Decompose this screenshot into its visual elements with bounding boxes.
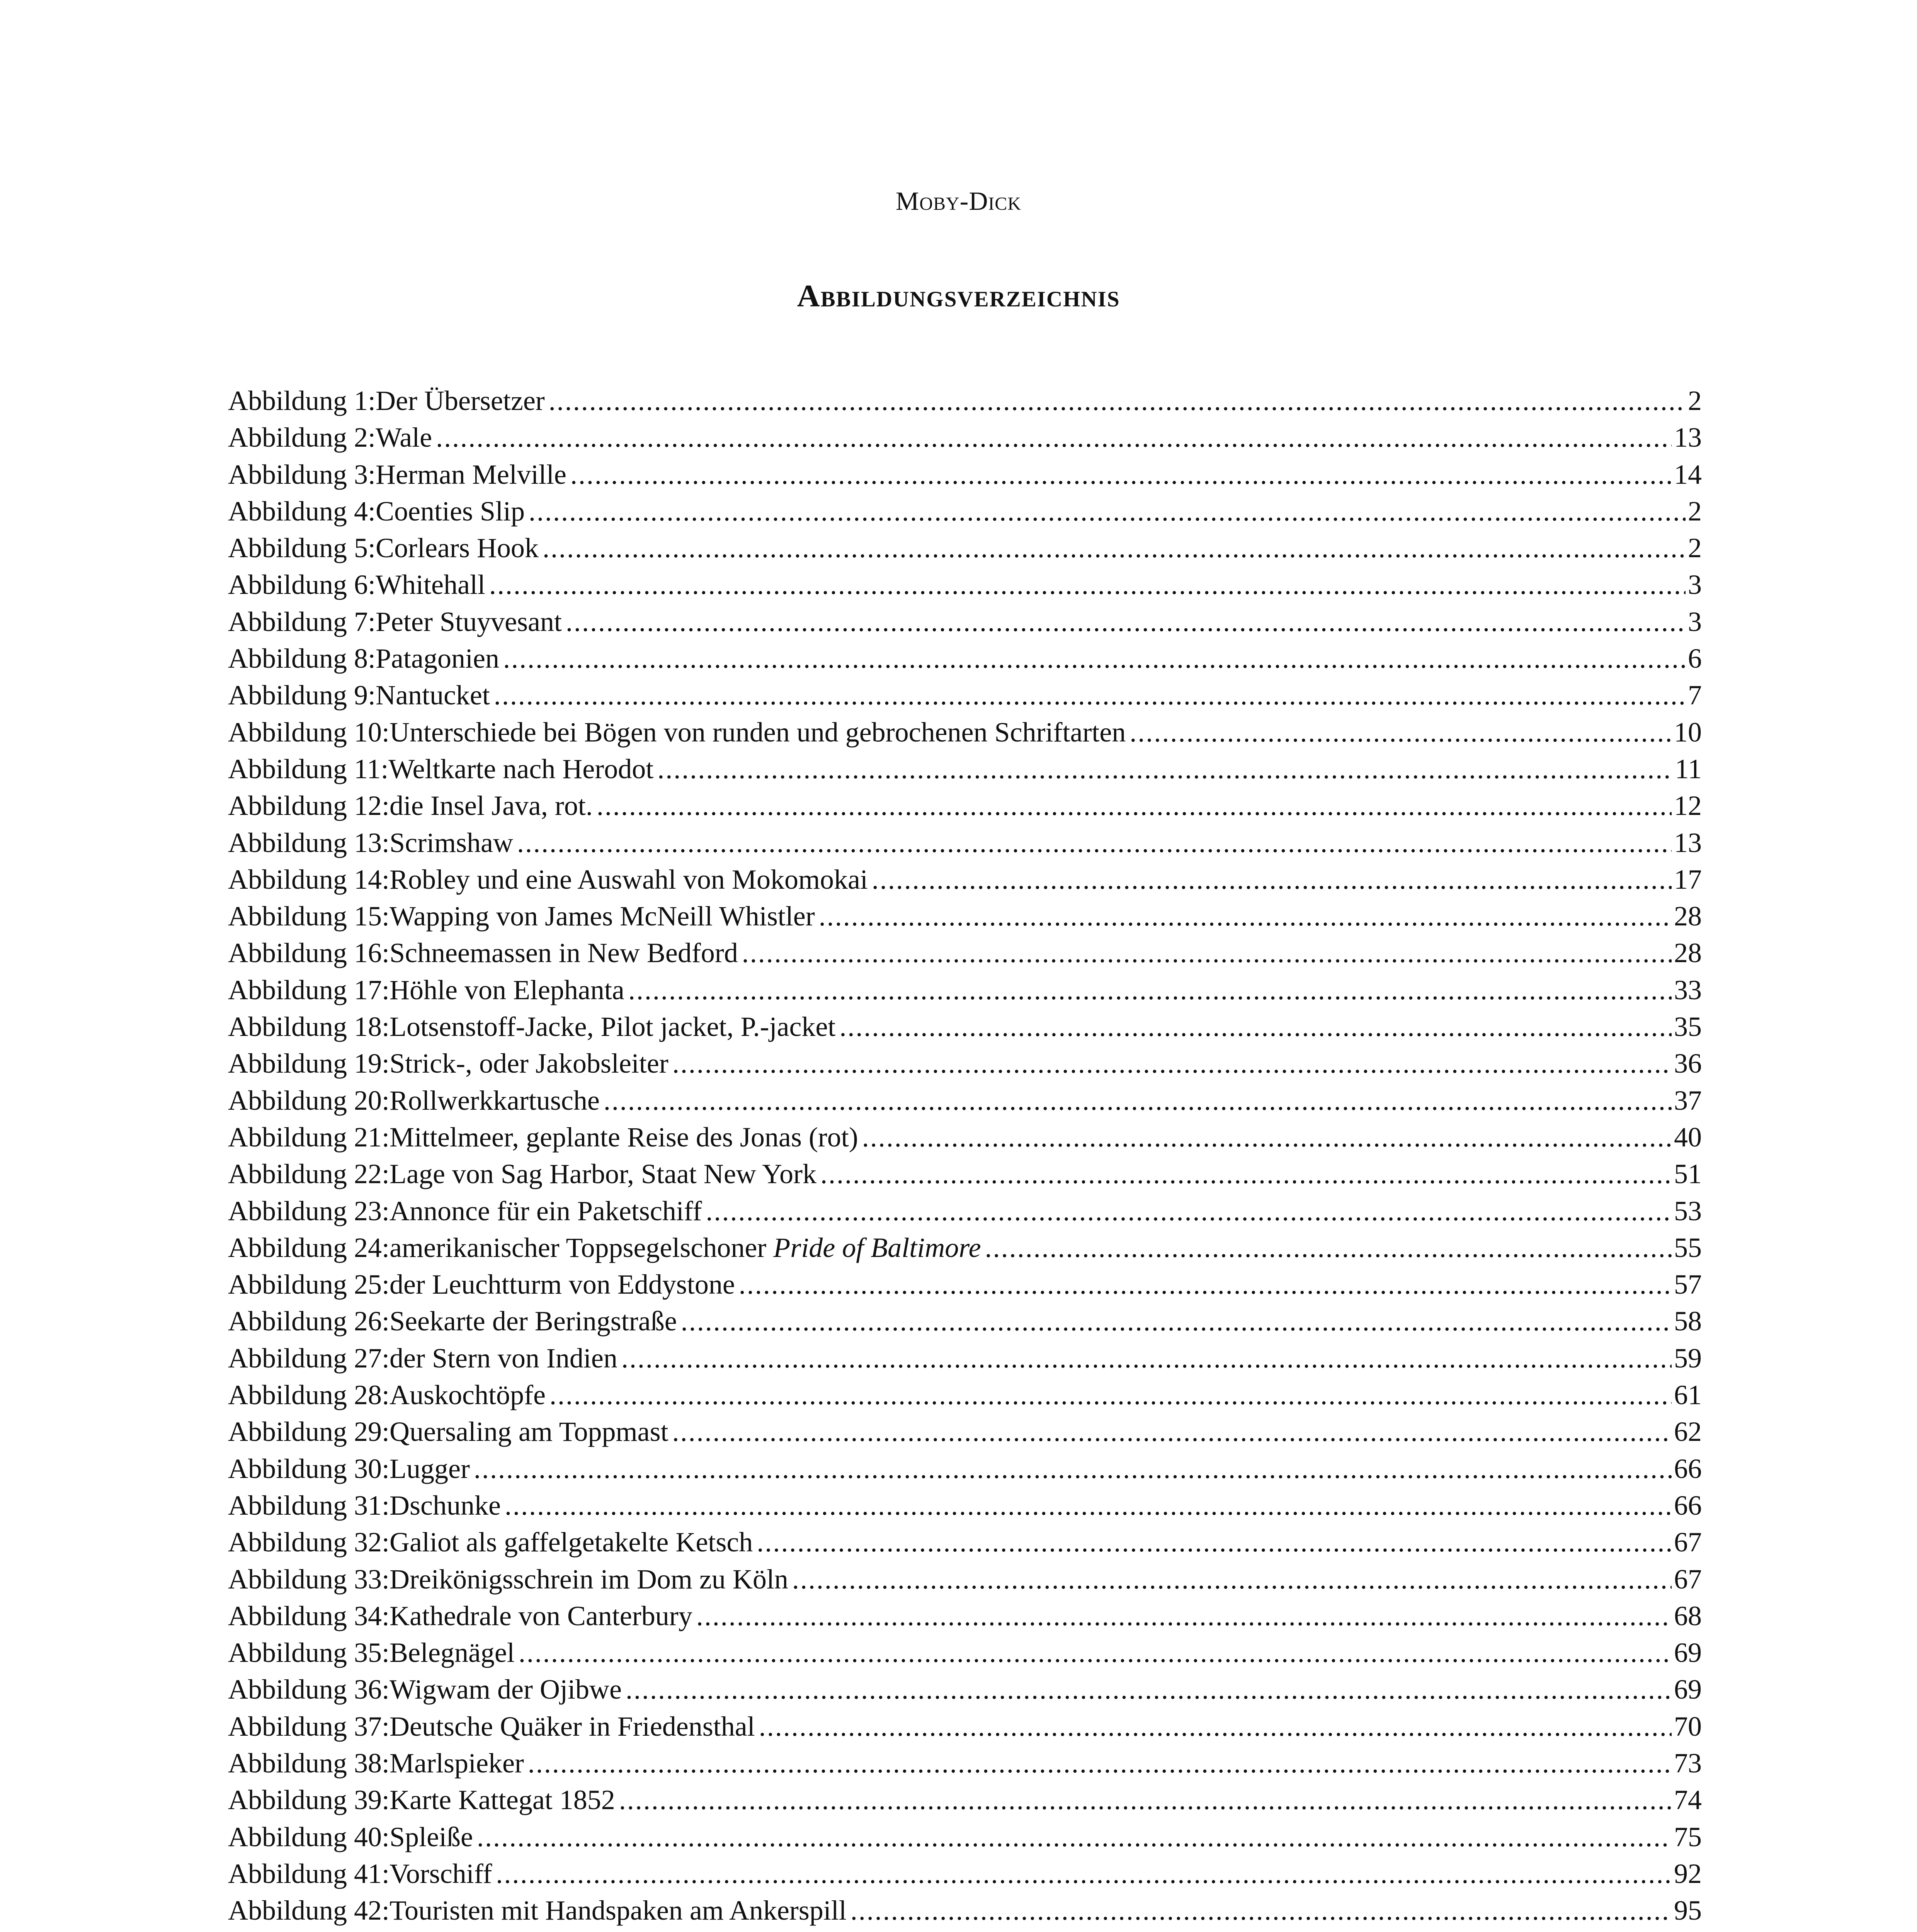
toc-entry-label: Abbildung 25: <box>228 1269 390 1300</box>
toc-entry-title: Dschunke <box>390 1490 501 1521</box>
toc-entry-label: Abbildung 24: <box>228 1232 390 1263</box>
toc-dot-leader <box>759 1708 1672 1745</box>
toc-entry-page: 68 <box>1674 1600 1702 1631</box>
toc-entry-title: Mittelmeer, geplante Reise des Jonas (rot) <box>390 1121 858 1153</box>
toc-entry-page: 70 <box>1674 1711 1702 1742</box>
toc-entry-label <box>228 1929 390 1932</box>
toc-entry-label: Abbildung 21: <box>228 1121 390 1153</box>
toc-entry-page: 13 <box>1674 422 1702 453</box>
toc-entry-label: Abbildung 40: <box>228 1821 390 1852</box>
toc-entry-page: 66 <box>1674 1453 1702 1484</box>
toc-entry-label: Abbildung 20: <box>228 1085 390 1116</box>
toc-entry-page: 61 <box>1674 1379 1702 1411</box>
toc-entry-label: Abbildung 42: <box>228 1895 390 1926</box>
toc-entry[interactable] <box>228 1819 1702 1855</box>
toc-entry-label: Abbildung 8: <box>228 643 376 674</box>
toc-entry-label: Abbildung 17: <box>228 974 390 1005</box>
toc-entry-title: Corlears Hook <box>376 532 539 564</box>
toc-entry-page: 2 <box>1688 495 1702 527</box>
toc-entry[interactable] <box>228 1745 1702 1782</box>
toc-dot-leader <box>436 419 1672 456</box>
toc-entry[interactable] <box>228 1671 1702 1708</box>
toc-entry-page: 36 <box>1674 1048 1702 1079</box>
page-title: Abbildungsverzeichnis <box>797 278 1120 313</box>
toc-entry[interactable] <box>228 383 1702 419</box>
toc-entry-page: 17 <box>1674 864 1702 895</box>
toc-entry-label: Abbildung 27: <box>228 1342 390 1374</box>
toc-entry-label: Abbildung 19: <box>228 1048 390 1079</box>
toc-entry-title: Weltkarte nach Herodot <box>388 753 654 784</box>
toc-entry[interactable] <box>228 1451 1702 1487</box>
toc-entry-label: Abbildung 7: <box>228 606 376 637</box>
toc-entry-label: Abbildung 41: <box>228 1858 390 1889</box>
toc-entry-title: Deutsche Quäker in Friedensthal <box>390 1711 755 1742</box>
toc-entry[interactable] <box>228 640 1702 677</box>
toc-entry-page: 10 <box>1674 716 1702 748</box>
toc-entry-label: Abbildung 12: <box>228 790 390 821</box>
toc-entry-title: Marlspieker <box>390 1747 524 1779</box>
toc-dot-leader <box>549 383 1686 419</box>
toc-entry-title: Wigwam der Ojibwe <box>390 1674 622 1705</box>
toc-entry-title: Kathedrale von Canterbury <box>390 1600 692 1631</box>
toc-entry[interactable] <box>228 566 1702 603</box>
toc-entry-title: Touristen mit Handspaken am Ankerspill <box>390 1895 847 1926</box>
toc-dot-leader <box>621 1340 1672 1377</box>
toc-dot-leader <box>529 493 1686 530</box>
toc-entry[interactable] <box>228 1487 1702 1524</box>
toc-entry[interactable] <box>228 751 1702 787</box>
toc-entry-label: Abbildung 38: <box>228 1747 390 1779</box>
toc-entry[interactable] <box>228 530 1702 566</box>
toc-entry[interactable] <box>228 419 1702 456</box>
toc-dot-leader <box>872 861 1672 898</box>
toc-dot-leader <box>739 1266 1672 1303</box>
toc-entry-title: Höhle von Elephanta <box>390 974 624 1005</box>
toc-dot-leader <box>570 456 1672 493</box>
toc-entry-title: Lotsenstoff-Jacke, Pilot jacket, P.-jacket <box>390 1011 836 1043</box>
toc-entry-title: Robley und eine Auswahl von Mokomokai <box>390 864 868 895</box>
toc-dot-leader <box>604 1082 1672 1119</box>
toc-dot-leader <box>1129 714 1672 751</box>
toc-entry[interactable] <box>228 1929 1702 1932</box>
toc-entry-title-italic: Pride of Baltimore <box>773 1232 981 1263</box>
toc-dot-leader <box>706 1193 1672 1230</box>
toc-entry-page: 11 <box>1675 753 1702 784</box>
toc-dot-leader <box>503 640 1686 677</box>
toc-entry-page <box>1661 1929 1702 1932</box>
toc-entry-label: Abbildung 35: <box>228 1637 390 1668</box>
toc-entry-title: Patagonien <box>376 643 499 674</box>
toc-entry-label: Abbildung 34: <box>228 1600 390 1631</box>
toc-entry-title: Unterschiede bei Bögen von runden und gebrochenen Schriftarten <box>390 716 1126 748</box>
toc-entry-title: Annonce für ein Paketschiff <box>390 1195 702 1226</box>
toc-entry-page: 62 <box>1674 1416 1702 1447</box>
toc-dot-leader <box>862 1119 1672 1156</box>
toc-entry-page: 59 <box>1674 1342 1702 1374</box>
toc-entry[interactable] <box>228 1082 1702 1119</box>
toc-entry-page: 3 <box>1688 606 1702 637</box>
toc-dot-leader <box>819 898 1672 935</box>
toc-entry-page: 28 <box>1674 937 1702 969</box>
toc-dot-leader <box>628 972 1672 1009</box>
toc-entry[interactable] <box>228 1377 1702 1413</box>
toc-dot-leader <box>543 530 1686 566</box>
toc-entry-title: Nantucket <box>376 680 490 711</box>
toc-dot-leader <box>820 1156 1672 1192</box>
toc-entry[interactable] <box>228 1524 1702 1561</box>
toc-dot-leader <box>528 1745 1672 1782</box>
toc-entry-title: Wapping von James McNeill Whistler <box>390 901 815 932</box>
toc-dot-leader <box>850 1892 1672 1929</box>
toc-dot-leader <box>494 677 1686 714</box>
toc-entry[interactable] <box>228 456 1702 493</box>
toc-entry-title: Dreikönigsschrein im Dom zu Köln <box>390 1563 788 1595</box>
toc-dot-leader <box>985 1230 1672 1266</box>
toc-entry-page: 74 <box>1674 1784 1702 1816</box>
toc-entry-page: 2 <box>1688 532 1702 564</box>
toc-entry-label: Abbildung 1: <box>228 385 376 416</box>
toc-entry-label: Abbildung 6: <box>228 569 376 600</box>
toc-dot-leader <box>517 825 1672 861</box>
toc-entry-page: 51 <box>1674 1158 1702 1190</box>
toc-entry[interactable] <box>228 1413 1702 1450</box>
list-of-figures <box>228 383 1702 1932</box>
toc-entry-label: Abbildung 22: <box>228 1158 390 1190</box>
toc-entry-title: Der Übersetzer <box>376 385 545 416</box>
toc-entry-label: Abbildung 4: <box>228 495 376 527</box>
toc-entry[interactable] <box>228 972 1702 1009</box>
toc-dot-leader <box>597 787 1672 824</box>
toc-entry[interactable] <box>228 1708 1702 1745</box>
toc-entry[interactable] <box>228 1303 1702 1340</box>
toc-dot-leader <box>696 1598 1672 1634</box>
toc-entry[interactable] <box>228 898 1702 935</box>
toc-entry[interactable] <box>228 1156 1702 1192</box>
toc-entry-page: 28 <box>1674 901 1702 932</box>
running-head: Moby-Dick <box>895 186 1022 216</box>
toc-entry-page: 3 <box>1688 569 1702 600</box>
toc-dot-leader <box>742 935 1672 971</box>
toc-entry[interactable] <box>228 1193 1702 1230</box>
toc-entry-page: 35 <box>1674 1011 1702 1043</box>
toc-entry-page: 33 <box>1674 974 1702 1005</box>
toc-entry-page: 55 <box>1674 1232 1702 1263</box>
toc-entry[interactable] <box>228 861 1702 898</box>
toc-entry-page: 12 <box>1674 790 1702 821</box>
toc-entry-title: der Leuchtturm von Eddystone <box>390 1269 735 1300</box>
toc-entry-page: 7 <box>1688 680 1702 711</box>
toc-dot-leader <box>505 1487 1672 1524</box>
toc-entry-page: 13 <box>1674 827 1702 858</box>
toc-entry[interactable] <box>228 1561 1702 1598</box>
toc-entry-label: Abbildung 11: <box>228 753 389 784</box>
toc-entry-label: Abbildung 15: <box>228 901 390 932</box>
toc-dot-leader <box>489 566 1686 603</box>
toc-entry[interactable] <box>228 1782 1702 1818</box>
toc-entry[interactable] <box>228 1266 1702 1303</box>
toc-entry-label: Abbildung 3: <box>228 459 376 490</box>
toc-dot-leader <box>681 1303 1672 1340</box>
toc-dot-leader <box>477 1819 1672 1855</box>
toc-dot-leader <box>626 1671 1672 1708</box>
toc-entry-title: Spleiße <box>390 1821 473 1852</box>
toc-entry-page: 73 <box>1674 1747 1702 1779</box>
toc-entry-page: 37 <box>1674 1085 1702 1116</box>
toc-entry-title: Lugger <box>390 1453 470 1484</box>
toc-dot-leader <box>672 1045 1672 1082</box>
toc-entry-title: Herman Melville <box>376 459 566 490</box>
toc-dot-leader <box>566 604 1686 640</box>
toc-entry-label: Abbildung 31: <box>228 1490 390 1521</box>
toc-entry-label: Abbildung 5: <box>228 532 376 564</box>
toc-entry-page: 66 <box>1674 1490 1702 1521</box>
toc-entry-label: Abbildung 10: <box>228 716 390 748</box>
toc-entry-label: Abbildung 32: <box>228 1527 390 1558</box>
toc-dot-leader <box>672 1413 1672 1450</box>
toc-entry-title: Coenties Slip <box>376 495 525 527</box>
toc-entry-page: 92 <box>1674 1858 1702 1889</box>
toc-entry[interactable] <box>228 677 1702 714</box>
toc-entry-label: Abbildung 14: <box>228 864 390 895</box>
toc-entry-page: 57 <box>1674 1269 1702 1300</box>
toc-entry-title: Schneemassen in New Bedford <box>390 937 738 969</box>
toc-entry[interactable] <box>228 1634 1702 1671</box>
toc-entry-title: Whitehall <box>376 569 485 600</box>
toc-entry[interactable] <box>228 825 1702 861</box>
toc-entry-label: Abbildung 23: <box>228 1195 390 1226</box>
toc-dot-leader <box>474 1451 1672 1487</box>
toc-entry-page: 58 <box>1674 1306 1702 1337</box>
toc-entry[interactable] <box>228 1119 1702 1156</box>
toc-entry[interactable] <box>228 1340 1702 1377</box>
toc-entry-title: Quersaling am Toppmast <box>390 1416 668 1447</box>
toc-dot-leader <box>496 1855 1672 1892</box>
toc-entry-label: Abbildung 18: <box>228 1011 390 1043</box>
toc-entry-title: Strick-, oder Jakobsleiter <box>390 1048 668 1079</box>
toc-entry-label: Abbildung 9: <box>228 680 376 711</box>
toc-dot-leader <box>657 751 1672 787</box>
toc-entry-title: Auskochtöpfe <box>390 1379 546 1411</box>
toc-entry-title: Wale <box>376 422 432 453</box>
toc-entry-label: Abbildung 30: <box>228 1453 390 1484</box>
toc-entry-title: Seekarte der Beringstraße <box>390 1306 677 1337</box>
toc-entry[interactable] <box>228 714 1702 751</box>
toc-entry-page: 75 <box>1674 1821 1702 1852</box>
toc-entry-title: Scrimshaw <box>390 827 513 858</box>
toc-entry-page: 6 <box>1688 643 1702 674</box>
toc-entry-page: 2 <box>1688 385 1702 416</box>
toc-entry[interactable] <box>228 1598 1702 1634</box>
toc-entry-title-text: amerikanischer Toppsegelschoner <box>390 1232 774 1263</box>
toc-entry-title: Belegnägel <box>390 1637 515 1668</box>
toc-entry-page: 67 <box>1674 1527 1702 1558</box>
toc-entry-page: 69 <box>1674 1637 1702 1668</box>
toc-entry[interactable] <box>228 787 1702 824</box>
toc-entry-title: Lage von Sag Harbor, Staat New York <box>390 1158 816 1190</box>
toc-entry-label: Abbildung 36: <box>228 1674 390 1705</box>
toc-entry-title: Vorschiff <box>390 1858 492 1889</box>
toc-entry-page: 69 <box>1674 1674 1702 1705</box>
toc-entry-label: Abbildung 33: <box>228 1563 390 1595</box>
toc-entry[interactable] <box>228 1045 1702 1082</box>
toc-entry-title: die Insel Java, rot. <box>390 790 593 821</box>
toc-entry-label: Abbildung 39: <box>228 1784 390 1816</box>
toc-dot-leader <box>519 1634 1672 1671</box>
toc-entry-title: Rollwerkkartusche <box>390 1085 600 1116</box>
toc-entry-label: Abbildung 29: <box>228 1416 390 1447</box>
toc-entry-title: Karte Kattegat 1852 <box>390 1784 615 1816</box>
toc-dot-leader <box>549 1377 1672 1413</box>
toc-entry-label: Abbildung 37: <box>228 1711 390 1742</box>
toc-entry-label: Abbildung 13: <box>228 827 390 858</box>
toc-entry[interactable] <box>228 1855 1702 1892</box>
toc-entry-label: Abbildung 16: <box>228 937 390 969</box>
toc-entry-label: Abbildung 28: <box>228 1379 390 1411</box>
toc-entry-label: Abbildung 2: <box>228 422 376 453</box>
toc-entry-title: Galiot als gaffelgetakelte Ketsch <box>390 1527 753 1558</box>
toc-entry-title <box>390 1230 981 1266</box>
toc-entry-page: 40 <box>1674 1121 1702 1153</box>
toc-entry[interactable] <box>228 1009 1702 1045</box>
toc-entry[interactable] <box>228 935 1702 971</box>
toc-dot-leader <box>792 1561 1672 1598</box>
toc-entry-title <box>390 1929 879 1932</box>
toc-entry-page: 95 <box>1674 1895 1702 1926</box>
toc-entry[interactable] <box>228 604 1702 640</box>
toc-entry[interactable] <box>228 493 1702 530</box>
toc-entry-page: 14 <box>1674 459 1702 490</box>
toc-entry-page: 67 <box>1674 1563 1702 1595</box>
toc-entry-page: 53 <box>1674 1195 1702 1226</box>
toc-entry[interactable] <box>228 1230 1702 1266</box>
toc-entry[interactable] <box>228 1892 1702 1929</box>
toc-dot-leader <box>619 1782 1672 1818</box>
toc-entry-label: Abbildung 26: <box>228 1306 390 1337</box>
toc-dot-leader <box>883 1929 1659 1932</box>
toc-entry-title: der Stern von Indien <box>390 1342 617 1374</box>
toc-dot-leader <box>757 1524 1672 1561</box>
toc-dot-leader <box>839 1009 1672 1045</box>
toc-entry-title: Peter Stuyvesant <box>376 606 562 637</box>
